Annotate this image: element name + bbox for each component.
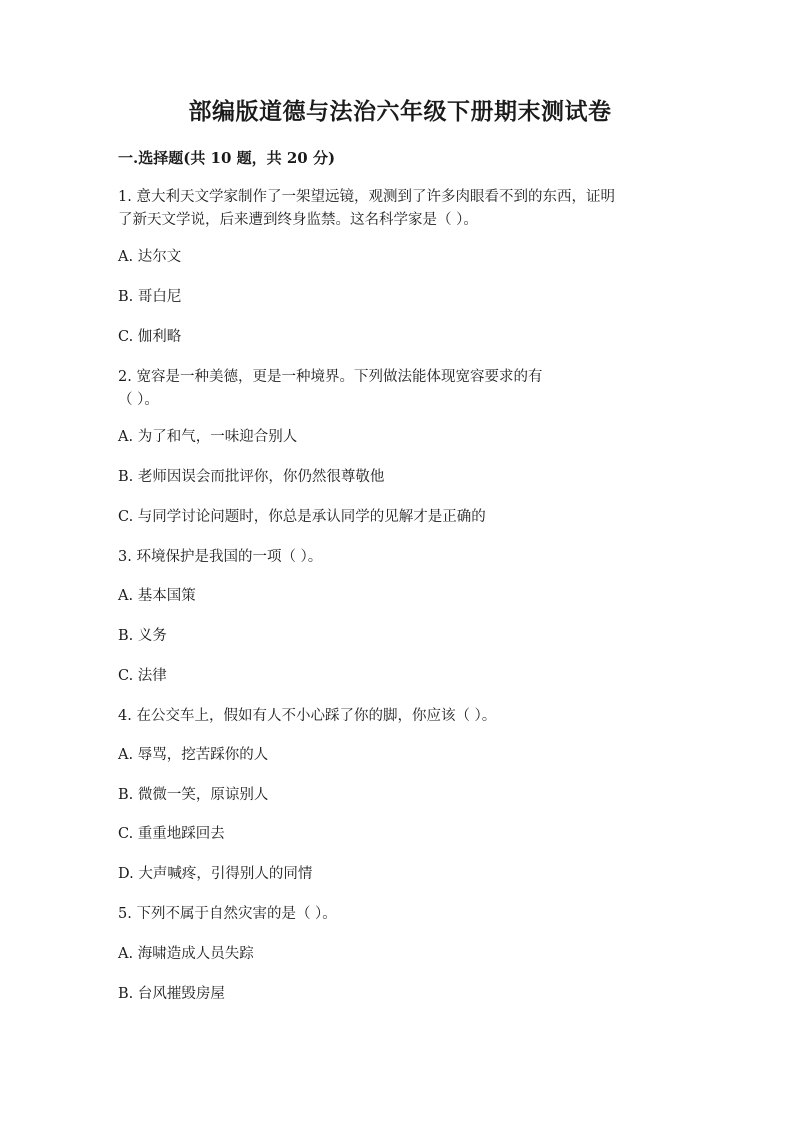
question-2-option-a: A. 为了和气，一味迎合别人 bbox=[118, 429, 298, 445]
question-5-option-b: B. 台风摧毁房屋 bbox=[118, 986, 225, 1002]
question-2-stem-line-1: 2. 宽容是一种美德，更是一种境界。下列做法能体现宽容要求的有 bbox=[118, 369, 543, 385]
question-4-option-d: D. 大声喊疼，引得别人的同情 bbox=[118, 866, 313, 882]
question-4-option-a: A. 辱骂，挖苦踩你的人 bbox=[118, 747, 269, 763]
question-2-option-c: C. 与同学讨论问题时，你总是承认同学的见解才是正确的 bbox=[118, 509, 486, 525]
question-4-option-c: C. 重重地踩回去 bbox=[118, 826, 225, 842]
question-1-option-a: A. 达尔文 bbox=[118, 249, 182, 265]
question-1-option-b: B. 哥白尼 bbox=[118, 289, 182, 305]
question-5-stem-line-1: 5. 下列不属于自然灾害的是（ ）。 bbox=[118, 906, 337, 922]
question-3-option-c: C. 法律 bbox=[118, 668, 167, 684]
question-5-option-a: A. 海啸造成人员失踪 bbox=[118, 946, 254, 962]
page-title: 部编版道德与法治六年级下册期末测试卷 bbox=[188, 98, 612, 125]
question-1-stem-line-2: 了新天文学说，后来遭到终身监禁。这名科学家是（ ）。 bbox=[118, 212, 478, 228]
question-4-stem-line-1: 4. 在公交车上，假如有人不小心踩了你的脚，你应该（ ）。 bbox=[118, 708, 497, 724]
question-2-option-b: B. 老师因误会而批评你，你仍然很尊敬他 bbox=[118, 469, 385, 485]
question-3-option-a: A. 基本国策 bbox=[118, 588, 196, 604]
question-3-stem-line-1: 3. 环境保护是我国的一项（ ）。 bbox=[118, 549, 323, 565]
question-3-option-b: B. 义务 bbox=[118, 628, 167, 644]
question-2-stem-line-2: （ ）。 bbox=[118, 392, 159, 408]
question-1-option-c: C. 伽利略 bbox=[118, 329, 182, 345]
question-1-stem-line-1: 1. 意大利天文学家制作了一架望远镜，观测到了许多肉眼看不到的东西，证明 bbox=[118, 189, 615, 205]
question-4-option-b: B. 微微一笑，原谅别人 bbox=[118, 787, 269, 803]
section-heading: 一.选择题(共 10 题，共 20 分) bbox=[118, 149, 336, 167]
